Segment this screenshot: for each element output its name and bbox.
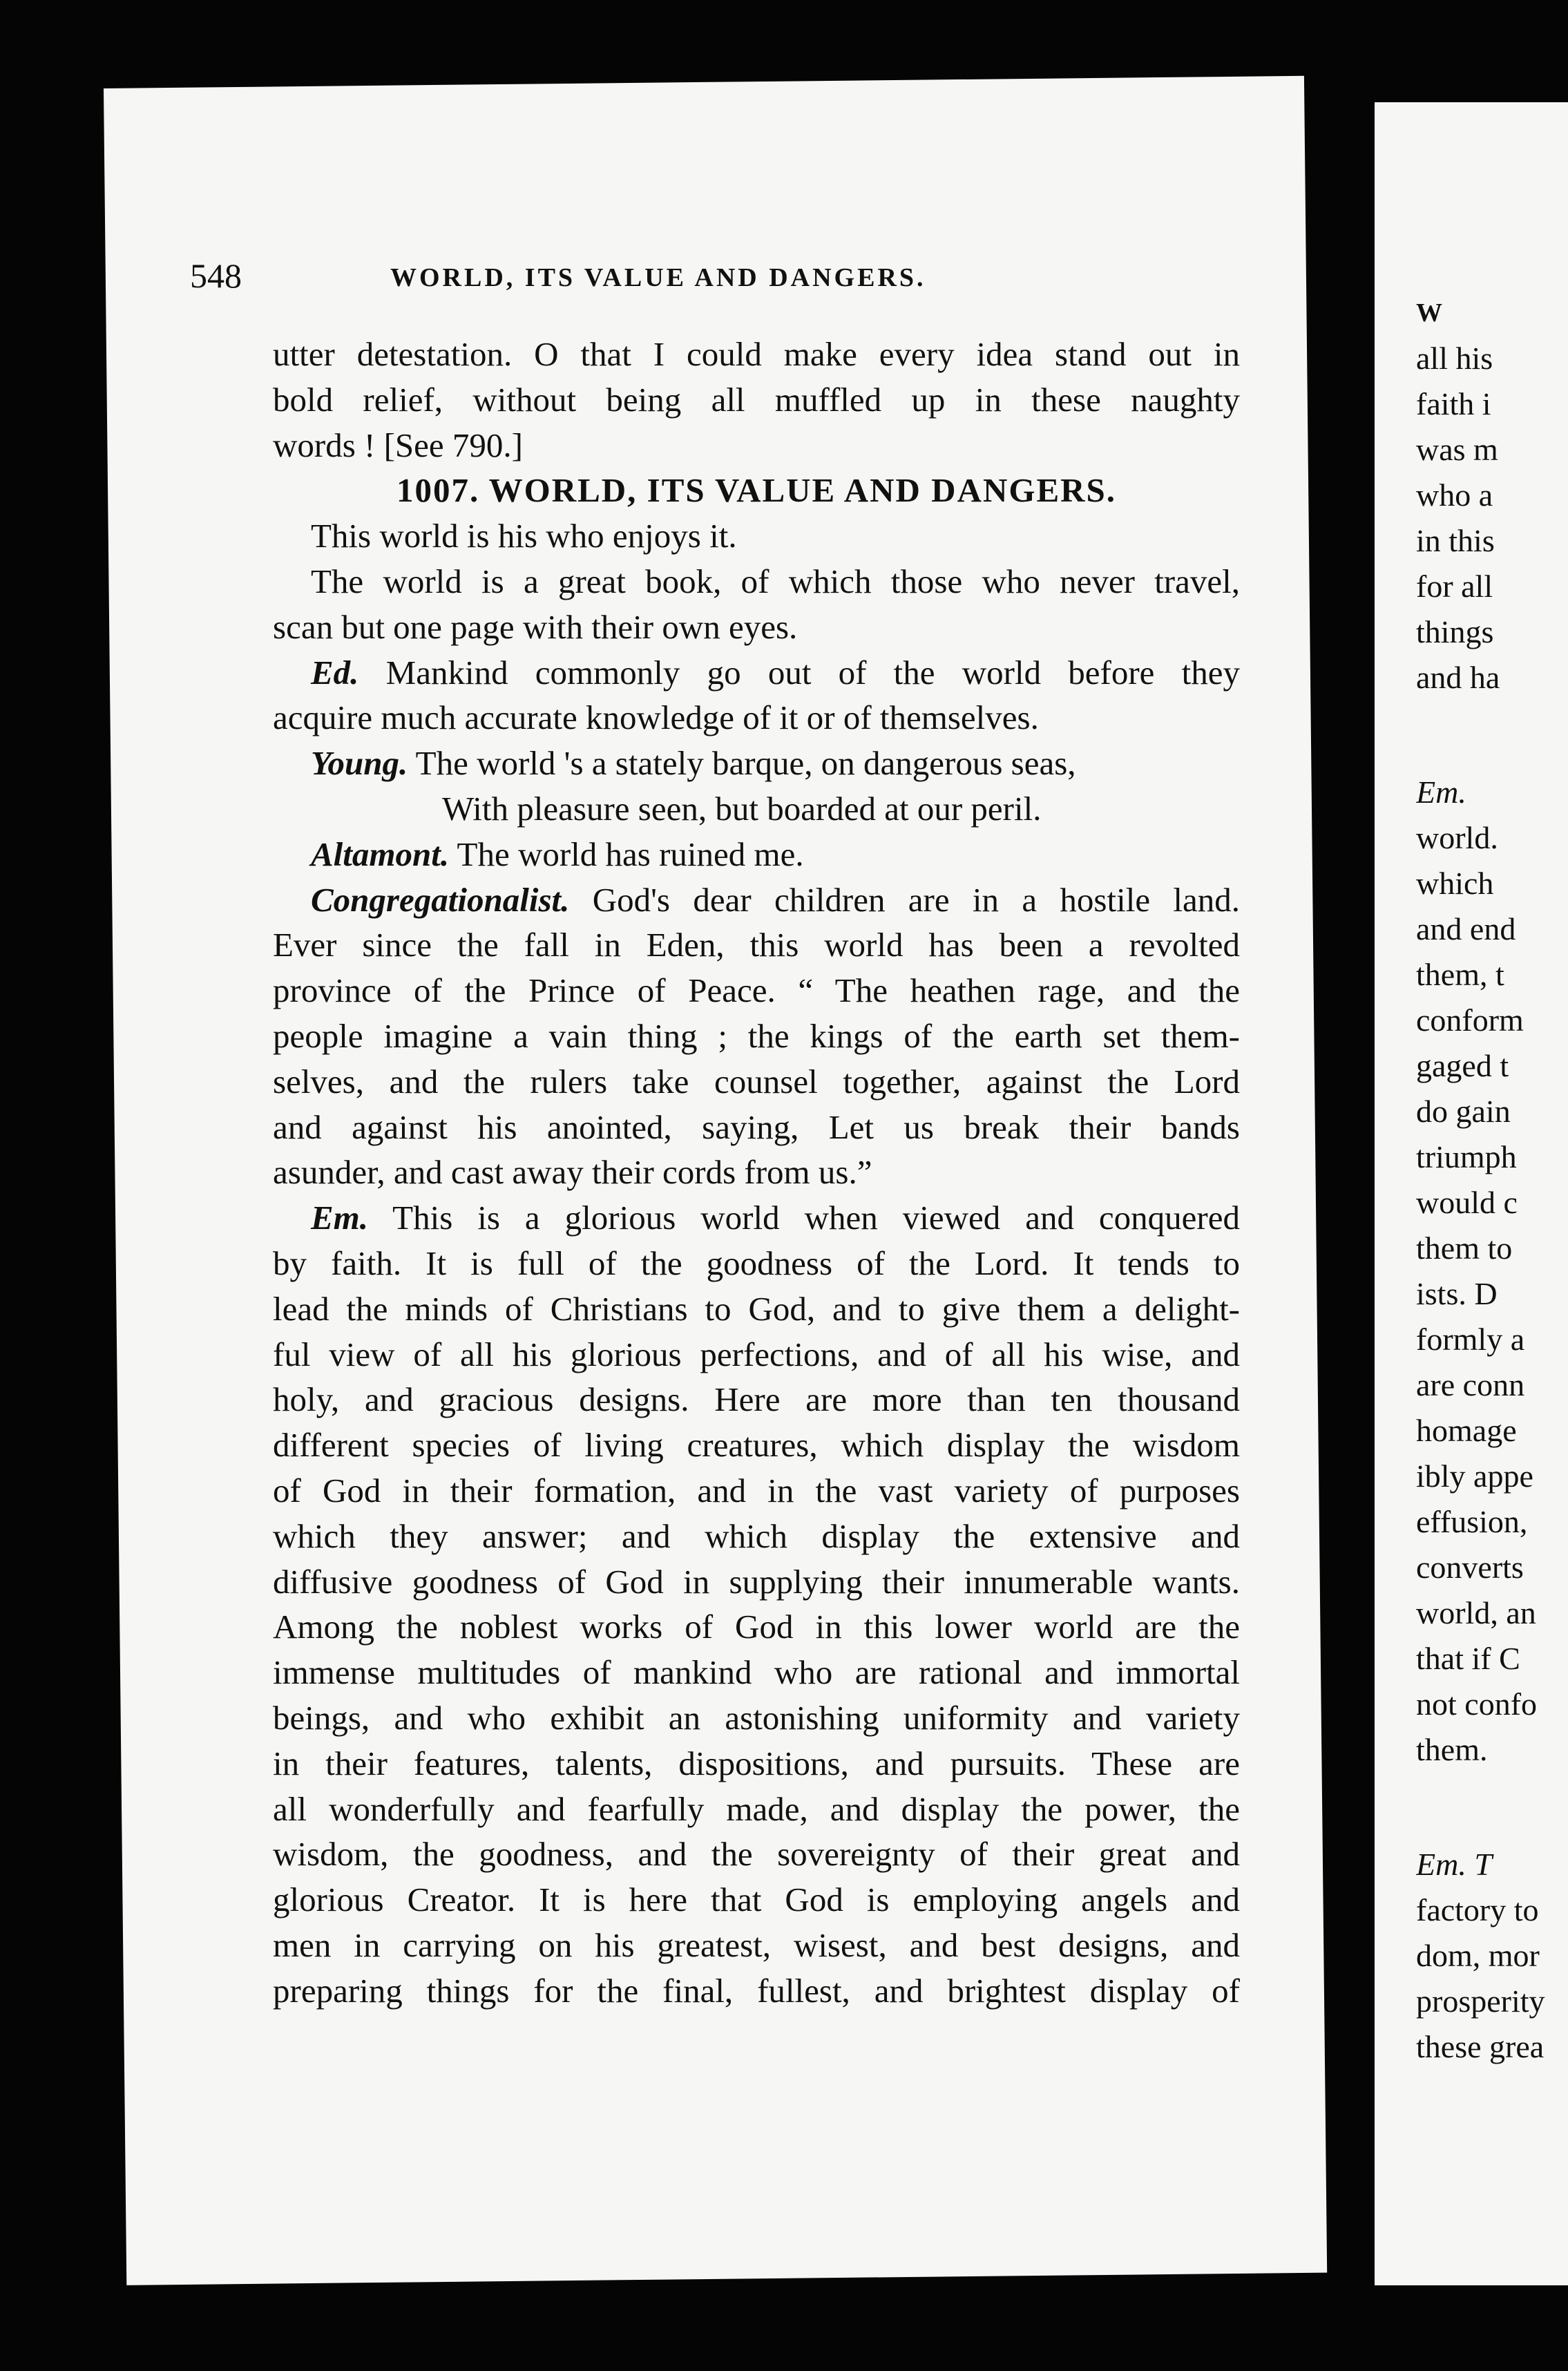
right-text-line: are conn — [1416, 1367, 1525, 1402]
text-line — [273, 650, 1240, 696]
line-text: bold relief, without being all muffled up in these naughty — [273, 380, 1240, 419]
right-text-line: ists. D — [1416, 1276, 1498, 1311]
line-text: The world is a great book, of which those who never travel, — [311, 562, 1240, 600]
right-text-line: in this — [1416, 523, 1495, 558]
right-text-line: things — [1416, 614, 1494, 649]
text-line — [273, 1968, 1240, 2014]
line-text: lead the minds of Christians to God, and to give them a delight- — [273, 1289, 1240, 1328]
line-text: holy, and gracious designs. Here are more than ten thousand — [273, 1380, 1240, 1419]
line-text: God's dear children are in a hostile land. — [592, 880, 1241, 919]
text-line — [273, 1332, 1240, 1378]
right-text-line: them. — [1416, 1732, 1488, 1767]
text-line — [273, 786, 1240, 832]
right-text-line: who a — [1416, 477, 1493, 513]
right-text-line: and end — [1416, 911, 1516, 946]
text-line — [273, 559, 1240, 604]
text-line — [273, 1877, 1240, 1923]
text-line — [273, 832, 1240, 877]
right-page-text — [1416, 290, 1568, 2070]
text-line — [273, 1923, 1240, 1968]
line-text: This world is his who enjoys it. — [311, 517, 737, 555]
speaker-name: Young. — [311, 744, 408, 783]
right-text-line: Em. T — [1416, 1847, 1492, 1882]
line-text: beings, and who exhibit an astonishing uniformity and variety — [273, 1698, 1240, 1737]
line-text: preparing things for the final, fullest, and brightest display of — [273, 1971, 1240, 2010]
line-text: The world 's a stately barque, on dangerous seas, — [415, 744, 1076, 783]
speaker-name: Congregationalist. — [311, 880, 570, 919]
text-line — [273, 968, 1240, 1013]
line-text: This is a glorious world when viewed and conquered — [392, 1199, 1240, 1237]
line-text: wisdom, the goodness, and the sovereignty of their great and — [273, 1835, 1240, 1874]
right-text-line: for all — [1416, 569, 1493, 604]
text-line — [273, 1604, 1240, 1650]
right-text-line: prosperity — [1416, 1983, 1545, 2019]
right-text-line: which — [1416, 866, 1494, 901]
line-text: all wonderfully and fearfully made, and display the power, the — [273, 1789, 1240, 1828]
paragraph-gap — [1416, 701, 1568, 770]
right-text-line: them, t — [1416, 957, 1504, 992]
text-line — [273, 1650, 1240, 1695]
speaker-name: Em. — [311, 1199, 369, 1237]
line-text: Ever since the fall in Eden, this world has been a revolted — [273, 926, 1240, 964]
text-line — [273, 332, 1240, 377]
line-text: different species of living creatures, which display the wisdom — [273, 1426, 1240, 1465]
text-line — [273, 1013, 1240, 1059]
line-text: in their features, talents, dispositions, and pursuits. These are — [273, 1744, 1240, 1782]
text-line — [273, 1695, 1240, 1741]
line-text: of God in their formation, and in the vast variety of purposes — [273, 1471, 1240, 1510]
right-text-line: would c — [1416, 1185, 1518, 1220]
text-line — [273, 423, 1240, 468]
line-text: men in carrying on his greatest, wisest, and best designs, and — [273, 1925, 1240, 1964]
text-line — [273, 513, 1240, 559]
right-text-line: do gain — [1416, 1094, 1511, 1129]
line-text: immense multitudes of mankind who are rational and immortal — [273, 1653, 1240, 1692]
line-text: acquire much accurate knowledge of it or of themselves. — [273, 698, 1039, 737]
right-text-line: all his — [1416, 341, 1493, 376]
running-head: WORLD, ITS VALUE AND DANGERS. — [390, 263, 926, 292]
text-line — [273, 1241, 1240, 1286]
line-text: Among the noblest works of God in this lower world are the — [273, 1608, 1240, 1646]
right-text-line: faith i — [1416, 386, 1491, 421]
text-line — [273, 1741, 1240, 1787]
text-line — [273, 1150, 1240, 1195]
line-text: The world has ruined me. — [457, 835, 804, 873]
right-text-line: these grea — [1416, 2029, 1545, 2064]
text-line — [273, 604, 1240, 650]
text-line — [273, 741, 1240, 786]
text-line — [273, 1468, 1240, 1514]
right-text-line: effusion, — [1416, 1504, 1528, 1539]
speaker-name: Ed. — [311, 653, 359, 692]
body-text — [273, 332, 1240, 2013]
line-text: utter detestation. O that I could make every idea stand out in — [273, 335, 1240, 373]
right-text-line: conform — [1416, 1002, 1524, 1038]
speaker-name: Altamont. — [311, 835, 450, 873]
line-text: ful view of all his glorious perfections, and of all his wise, and — [273, 1335, 1240, 1373]
right-text-line: and ha — [1416, 660, 1500, 695]
right-text-line: ibly appe — [1416, 1458, 1533, 1494]
right-running-head: W — [1416, 298, 1442, 327]
line-text: which they answer; and which display the extensive and — [273, 1516, 1240, 1555]
line-text: Mankind commonly go out of the world before they — [385, 653, 1240, 692]
paragraph-gap — [1416, 1773, 1568, 1842]
line-text: people imagine a vain thing ; the kings of the earth set them- — [273, 1016, 1240, 1055]
text-line — [273, 1831, 1240, 1877]
right-text-line: gaged t — [1416, 1048, 1509, 1083]
text-line — [273, 1286, 1240, 1332]
line-text: by faith. It is full of the goodness of the Lord. It tends to — [273, 1244, 1240, 1282]
right-text-line: not confo — [1416, 1686, 1538, 1722]
text-line — [273, 1514, 1240, 1559]
line-text: 1007. WORLD, ITS VALUE AND DANGERS. — [396, 471, 1117, 510]
line-text: scan but one page with their own eyes. — [273, 607, 798, 646]
text-line — [273, 877, 1240, 923]
right-text-line: world, an — [1416, 1595, 1536, 1630]
text-line — [273, 377, 1240, 423]
text-line — [273, 1195, 1240, 1241]
text-line — [273, 922, 1240, 968]
text-line — [273, 1559, 1240, 1605]
right-text-line: world. — [1416, 820, 1498, 855]
text-line — [273, 1787, 1240, 1832]
right-text-line: formly a — [1416, 1322, 1525, 1357]
line-text: words ! [See 790.] — [273, 426, 523, 464]
page-header — [190, 256, 1274, 304]
right-text-line: triumph — [1416, 1139, 1517, 1174]
right-text-line: converts — [1416, 1550, 1524, 1585]
right-text-line: was m — [1416, 432, 1498, 467]
right-text-line: factory to — [1416, 1892, 1539, 1927]
line-text: glorious Creator. It is here that God is employing angels and — [273, 1880, 1240, 1919]
line-text: province of the Prince of Peace. “ The heathen rage, and the — [273, 971, 1240, 1010]
line-text: With pleasure seen, but boarded at our peril. — [442, 789, 1042, 828]
line-text: asunder, and cast away their cords from us.” — [273, 1153, 872, 1192]
line-text: and against his anointed, saying, Let us break their bands — [273, 1107, 1240, 1146]
right-text-line: homage — [1416, 1413, 1517, 1448]
text-line — [273, 695, 1240, 741]
right-text-line: dom, mor — [1416, 1938, 1540, 1973]
line-text: diffusive goodness of God in supplying their innumerable wants. — [273, 1562, 1240, 1601]
right-text-line: Em. — [1416, 774, 1466, 810]
text-line — [273, 1377, 1240, 1422]
text-line — [273, 468, 1240, 513]
text-line — [273, 1105, 1240, 1150]
text-line — [273, 1059, 1240, 1105]
line-text: selves, and the rulers take counsel together, against the Lord — [273, 1062, 1240, 1101]
text-line — [273, 1422, 1240, 1468]
right-text-line: them to — [1416, 1230, 1513, 1266]
page-number: 548 — [190, 256, 242, 295]
right-text-line: that if C — [1416, 1641, 1520, 1676]
